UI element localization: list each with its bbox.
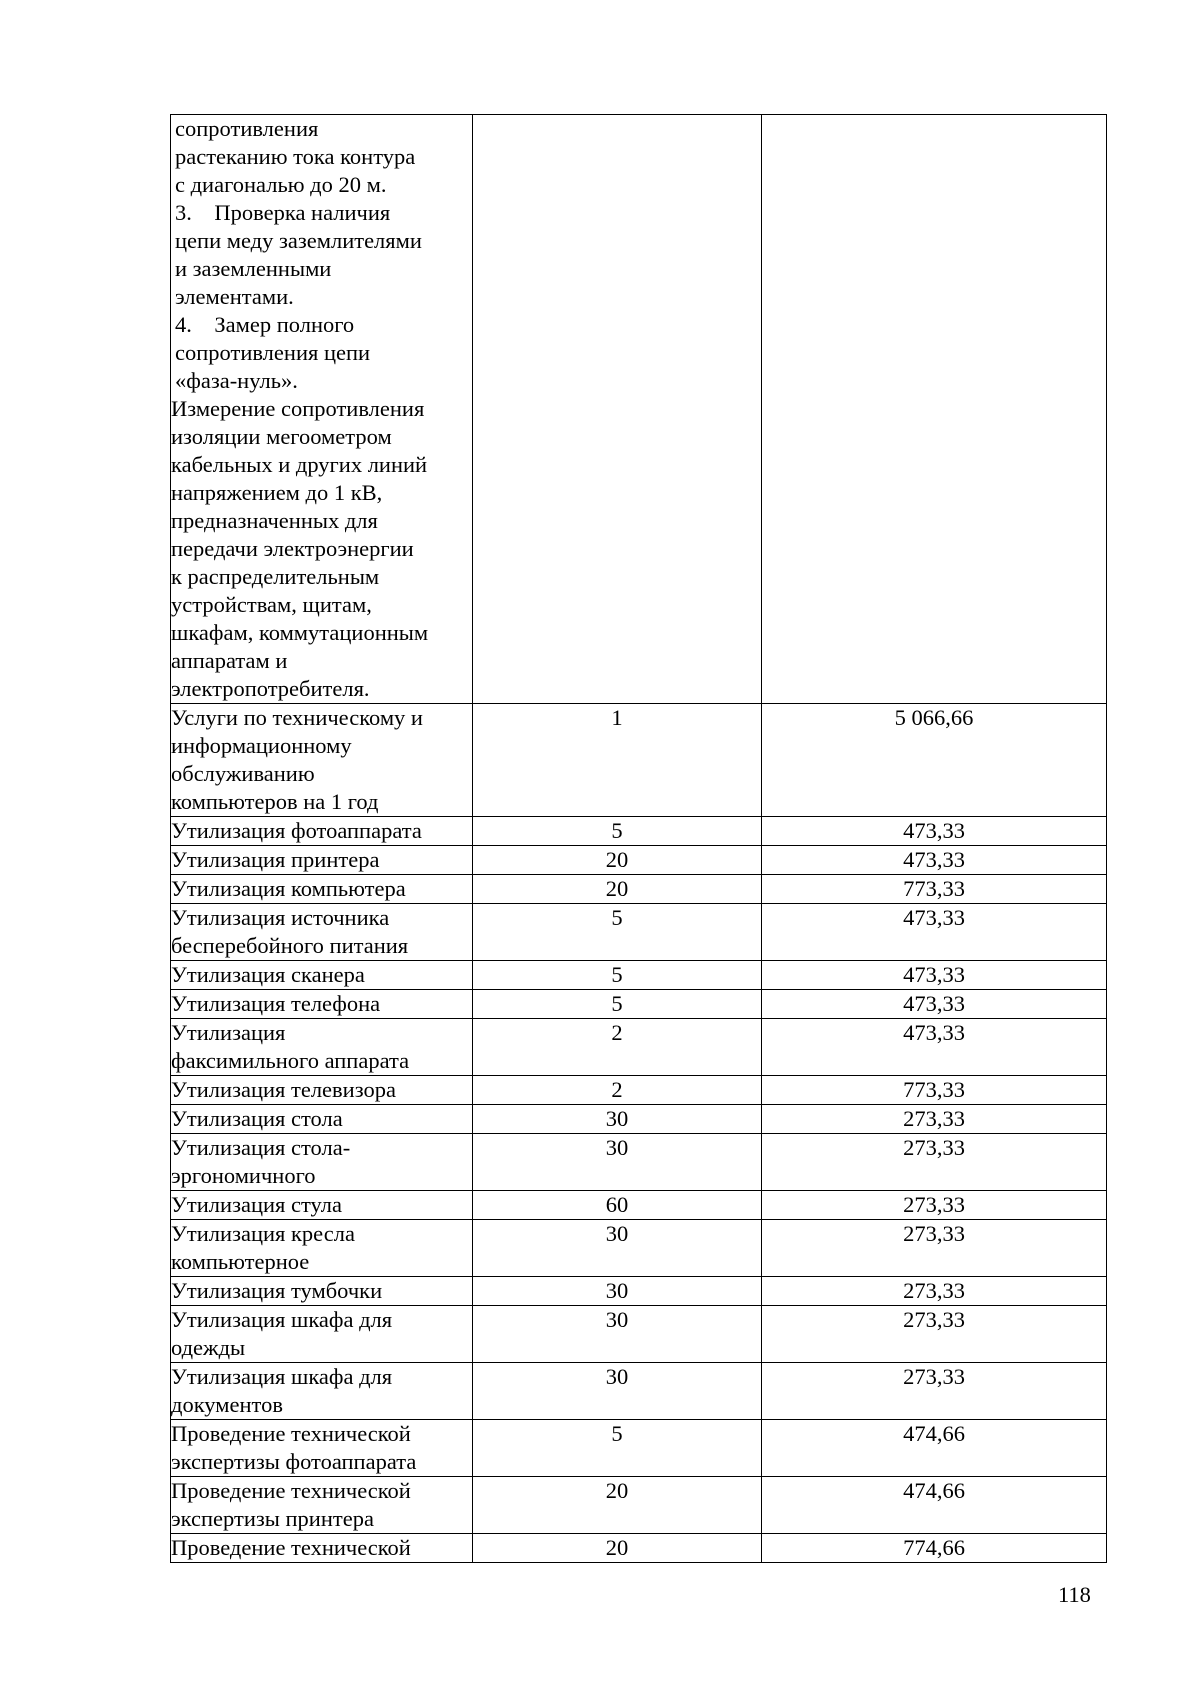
quantity-cell: 5 — [473, 990, 762, 1019]
service-name-line: Утилизация принтера — [171, 847, 380, 872]
quantity-cell: 60 — [473, 1191, 762, 1220]
description-line: «фаза-нуль». — [175, 368, 298, 393]
service-name-line: Услуги по техническому и — [171, 705, 423, 730]
service-name-line: обслуживанию — [171, 761, 315, 786]
description-line: элементами. — [175, 284, 294, 309]
service-name-line: Утилизация источника — [171, 905, 390, 930]
quantity-cell: 20 — [473, 846, 762, 875]
service-name-cell — [171, 1363, 473, 1420]
service-name-line: одежды — [171, 1335, 246, 1360]
service-name-line: Утилизация стола — [171, 1106, 343, 1131]
service-name-cell — [171, 704, 473, 817]
price-cell: 273,33 — [762, 1191, 1107, 1220]
price-cell: 473,33 — [762, 817, 1107, 846]
description-line: передачи электроэнергии — [171, 536, 414, 561]
service-name-cell — [171, 1534, 473, 1563]
service-name-cell — [171, 1220, 473, 1277]
services-table — [170, 114, 1107, 1563]
table-row — [171, 1306, 1107, 1363]
service-name-cell — [171, 1076, 473, 1105]
price-cell: 273,33 — [762, 1220, 1107, 1277]
table-row — [171, 1191, 1107, 1220]
description-line: Измерение сопротивления — [171, 396, 425, 421]
service-name-line: компьютеров на 1 год — [171, 789, 379, 814]
service-name-line: Утилизация кресла — [171, 1221, 355, 1246]
page-number: 118 — [1058, 1582, 1091, 1607]
service-name-line: экспертизы принтера — [171, 1506, 374, 1531]
table-row — [171, 990, 1107, 1019]
service-name-line: компьютерное — [171, 1249, 310, 1274]
description-line: 3. Проверка наличия — [175, 200, 391, 225]
quantity-cell: 30 — [473, 1105, 762, 1134]
service-name-cell — [171, 1420, 473, 1477]
table-row-continuation — [171, 115, 1107, 704]
quantity-cell: 5 — [473, 1420, 762, 1477]
table-row — [171, 1076, 1107, 1105]
table-row — [171, 1105, 1107, 1134]
description-line: напряжением до 1 кВ, — [171, 480, 383, 505]
price-cell: 473,33 — [762, 1019, 1107, 1076]
service-name-cell — [171, 1134, 473, 1191]
price-cell: 774,66 — [762, 1534, 1107, 1563]
service-name-cell — [171, 961, 473, 990]
description-line: цепи меду заземлителями — [175, 228, 422, 253]
quantity-cell: 2 — [473, 1019, 762, 1076]
service-name-line: документов — [171, 1392, 283, 1417]
table-row — [171, 961, 1107, 990]
quantity-cell: 5 — [473, 817, 762, 846]
description-line: 4. Замер полного — [175, 312, 355, 337]
service-name-cell — [171, 990, 473, 1019]
quantity-cell: 30 — [473, 1363, 762, 1420]
description-line: предназначенных для — [171, 508, 378, 533]
price-cell: 773,33 — [762, 1076, 1107, 1105]
quantity-cell: 30 — [473, 1277, 762, 1306]
price-cell: 273,33 — [762, 1363, 1107, 1420]
service-name-line: Утилизация — [171, 1020, 286, 1045]
quantity-cell: 2 — [473, 1076, 762, 1105]
quantity-cell: 20 — [473, 875, 762, 904]
table-row — [171, 704, 1107, 817]
service-name-cell — [171, 1277, 473, 1306]
description-line: электропотребителя. — [171, 676, 370, 701]
price-cell: 473,33 — [762, 961, 1107, 990]
price-cell: 473,33 — [762, 846, 1107, 875]
service-name-line: Утилизация стола- — [171, 1135, 351, 1160]
price-cell: 474,66 — [762, 1477, 1107, 1534]
quantity-cell: 1 — [473, 704, 762, 817]
service-name-cell — [171, 817, 473, 846]
service-name-line: бесперебойного питания — [171, 933, 409, 958]
service-name-line: Проведение технической — [171, 1421, 411, 1446]
table-row — [171, 1134, 1107, 1191]
price-cell: 473,33 — [762, 904, 1107, 961]
service-name-line: Утилизация фотоаппарата — [171, 818, 422, 843]
description-line: кабельных и других линий — [171, 452, 428, 477]
table-row — [171, 1420, 1107, 1477]
service-name-cell — [171, 1105, 473, 1134]
table-row — [171, 904, 1107, 961]
table-row — [171, 817, 1107, 846]
quantity-cell — [473, 115, 762, 704]
price-cell: 5 066,66 — [762, 704, 1107, 817]
service-name-line: факсимильного аппарата — [171, 1048, 410, 1073]
description-line: растеканию тока контура — [175, 144, 416, 169]
service-name-line: информационному — [171, 733, 352, 758]
quantity-cell: 30 — [473, 1306, 762, 1363]
service-name-cell — [171, 1477, 473, 1534]
service-name-cell — [171, 904, 473, 961]
quantity-cell: 5 — [473, 904, 762, 961]
quantity-cell: 30 — [473, 1134, 762, 1191]
service-name-line: эргономичного — [171, 1163, 316, 1188]
table-row — [171, 1277, 1107, 1306]
service-name-line: Утилизация сканера — [171, 962, 365, 987]
services-table-body — [171, 115, 1107, 1563]
price-cell: 273,33 — [762, 1134, 1107, 1191]
description-line: изоляции мегоометром — [171, 424, 392, 449]
price-cell: 474,66 — [762, 1420, 1107, 1477]
price-cell: 273,33 — [762, 1105, 1107, 1134]
service-description-cell — [171, 115, 473, 704]
description-line: устройствам, щитам, — [171, 592, 372, 617]
table-row — [171, 1019, 1107, 1076]
service-name-line: Утилизация телевизора — [171, 1077, 396, 1102]
description-line: шкафам, коммутационным — [171, 620, 429, 645]
service-name-cell — [171, 1019, 473, 1076]
table-row — [171, 1534, 1107, 1563]
table-row — [171, 1220, 1107, 1277]
table-row — [171, 846, 1107, 875]
service-name-cell — [171, 875, 473, 904]
service-name-line: Утилизация шкафа для — [171, 1364, 393, 1389]
description-line: сопротивления — [175, 116, 319, 141]
service-name-line: Утилизация телефона — [171, 991, 381, 1016]
service-name-line: экспертизы фотоаппарата — [171, 1449, 417, 1474]
service-name-line: Утилизация стула — [171, 1192, 343, 1217]
price-cell: 273,33 — [762, 1277, 1107, 1306]
service-name-line: Проведение технической — [171, 1535, 411, 1560]
description-line: с диагональю до 20 м. — [175, 172, 387, 197]
service-name-line: Утилизация тумбочки — [171, 1278, 383, 1303]
price-cell: 273,33 — [762, 1306, 1107, 1363]
table-row — [171, 1477, 1107, 1534]
price-cell — [762, 115, 1107, 704]
description-line: и заземленными — [175, 256, 332, 281]
table-row — [171, 875, 1107, 904]
quantity-cell: 20 — [473, 1534, 762, 1563]
quantity-cell: 20 — [473, 1477, 762, 1534]
quantity-cell: 30 — [473, 1220, 762, 1277]
service-name-line: Проведение технической — [171, 1478, 411, 1503]
description-line: сопротивления цепи — [175, 340, 371, 365]
price-cell: 473,33 — [762, 990, 1107, 1019]
service-name-line: Утилизация шкафа для — [171, 1307, 393, 1332]
service-name-line: Утилизация компьютера — [171, 876, 406, 901]
description-line: к распределительным — [171, 564, 380, 589]
table-row — [171, 1363, 1107, 1420]
service-name-cell — [171, 846, 473, 875]
description-line: аппаратам и — [171, 648, 288, 673]
service-name-cell — [171, 1306, 473, 1363]
price-cell: 773,33 — [762, 875, 1107, 904]
service-name-cell — [171, 1191, 473, 1220]
quantity-cell: 5 — [473, 961, 762, 990]
